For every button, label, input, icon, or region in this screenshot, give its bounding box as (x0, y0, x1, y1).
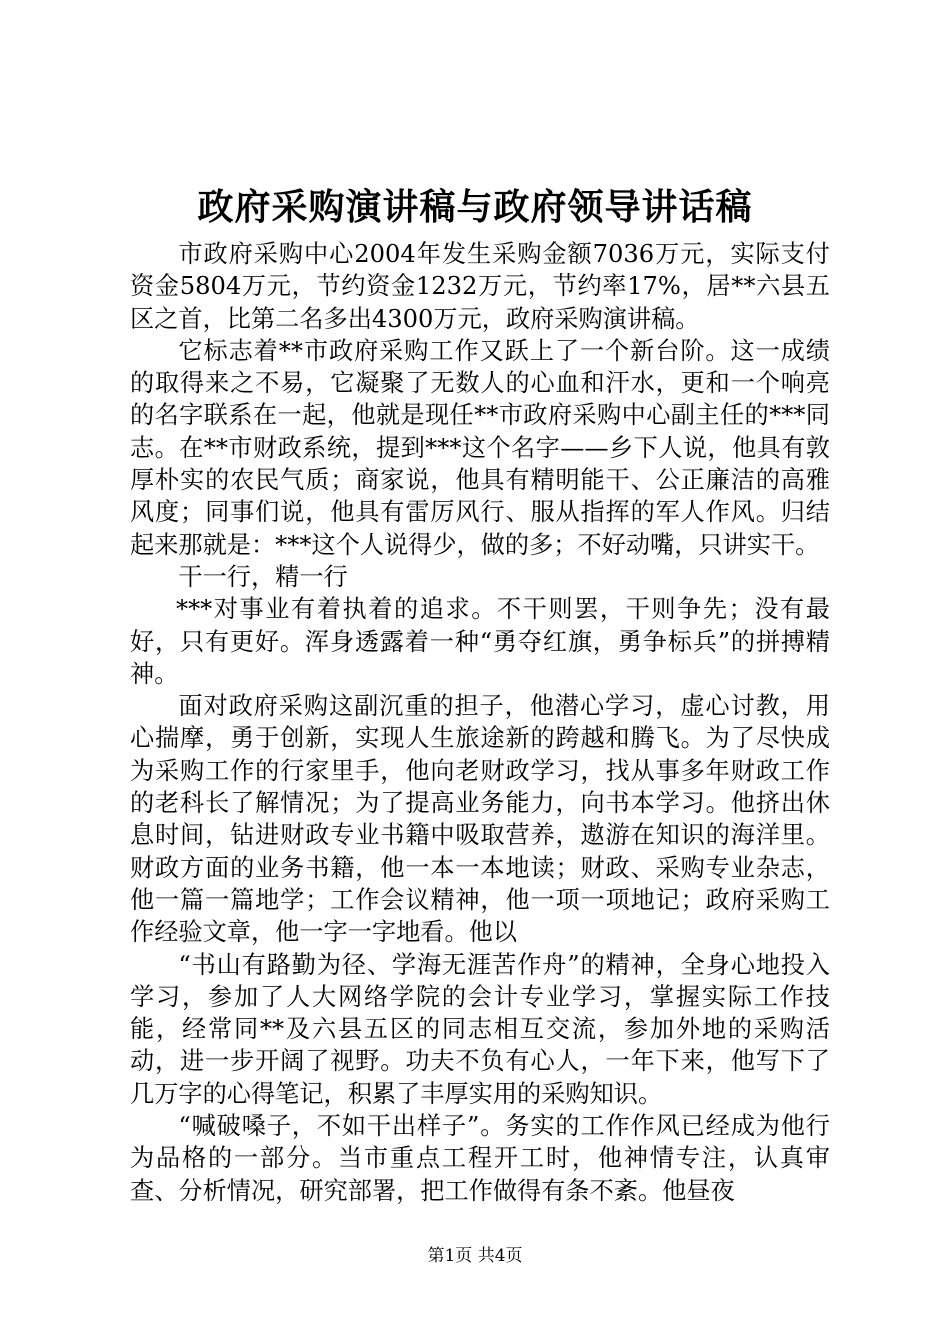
paragraph: 它标志着**市政府采购工作又跃上了一个新台阶。这一成绩的取得来之不易，它凝聚了无数人的心血和汗水，更和一个响亮的名字联系在一起，他就是现任**市政府采购中心副主任的***同志。在**市财政系统，提到***这个名字——乡下人说，他具有敦厚朴实的农民气质；商家说，他具有精明能干、公正廉洁的高雅风度；同事们说，他具有雷厉风行、服从指挥的军人作风。归结起来那就是：***这个人说得少，做的多；不好动嘴，只讲实干。 (130, 336, 830, 559)
paragraph: “书山有路勤为径、学海无涯苦作舟”的精神，全身心地投入学习，参加了人大网络学院的会计专业学习，掌握实际工作技能，经常同**及六县五区的同志相互交流，参加外地的采购活动，进一步开阔了视野。功夫不负有心人，一年下来，他写下了几万字的心得笔记，积累了丰厚实用的采购知识。 (130, 950, 830, 1108)
paragraph: ***对事业有着执着的追求。不干则罢，干则争先；没有最好，只有更好。浑身透露着一种“勇夺红旗，勇争标兵”的拼搏精神。 (130, 595, 830, 688)
paragraph: 市政府采购中心2004年发生采购金额7036万元，实际支付资金5804万元，节约资金1232万元，节约率17%，居**六县五区之首，比第二名多出4300万元，政府采购演讲稿。 (130, 240, 830, 333)
document-body (130, 238, 830, 1207)
paragraph: 面对政府采购这副沉重的担子，他潜心学习，虚心讨教，用心揣摩，勇于创新，实现人生旅途新的跨越和腾飞。为了尽快成为采购工作的行家里手，他向老财政学习，找从事多年财政工作的老科长了解情况；为了提高业务能力，向书本学习。他挤出休息时间，钻进财政专业书籍中吸取营养，遨游在知识的海洋里。财政方面的业务书籍，他一本一本地读；财政、采购专业杂志，他一篇一篇地学；工作会议精神，他一项一项地记；政府采购工作经验文章，他一字一字地看。他以 (130, 692, 830, 947)
document-title: 政府采购演讲稿与政府领导讲话稿 (197, 186, 753, 228)
paragraph: “喊破嗓子，不如干出样子”。务实的工作作风已经成为他行为品格的一部分。当市重点工程开工时，他神情专注，认真审查、分析情况，研究部署，把工作做得有条不紊。他昼夜 (130, 1112, 830, 1205)
section-heading: 干一行，精一行 (178, 562, 348, 591)
page-number-footer: 第1页 共4页 (427, 1246, 523, 1266)
